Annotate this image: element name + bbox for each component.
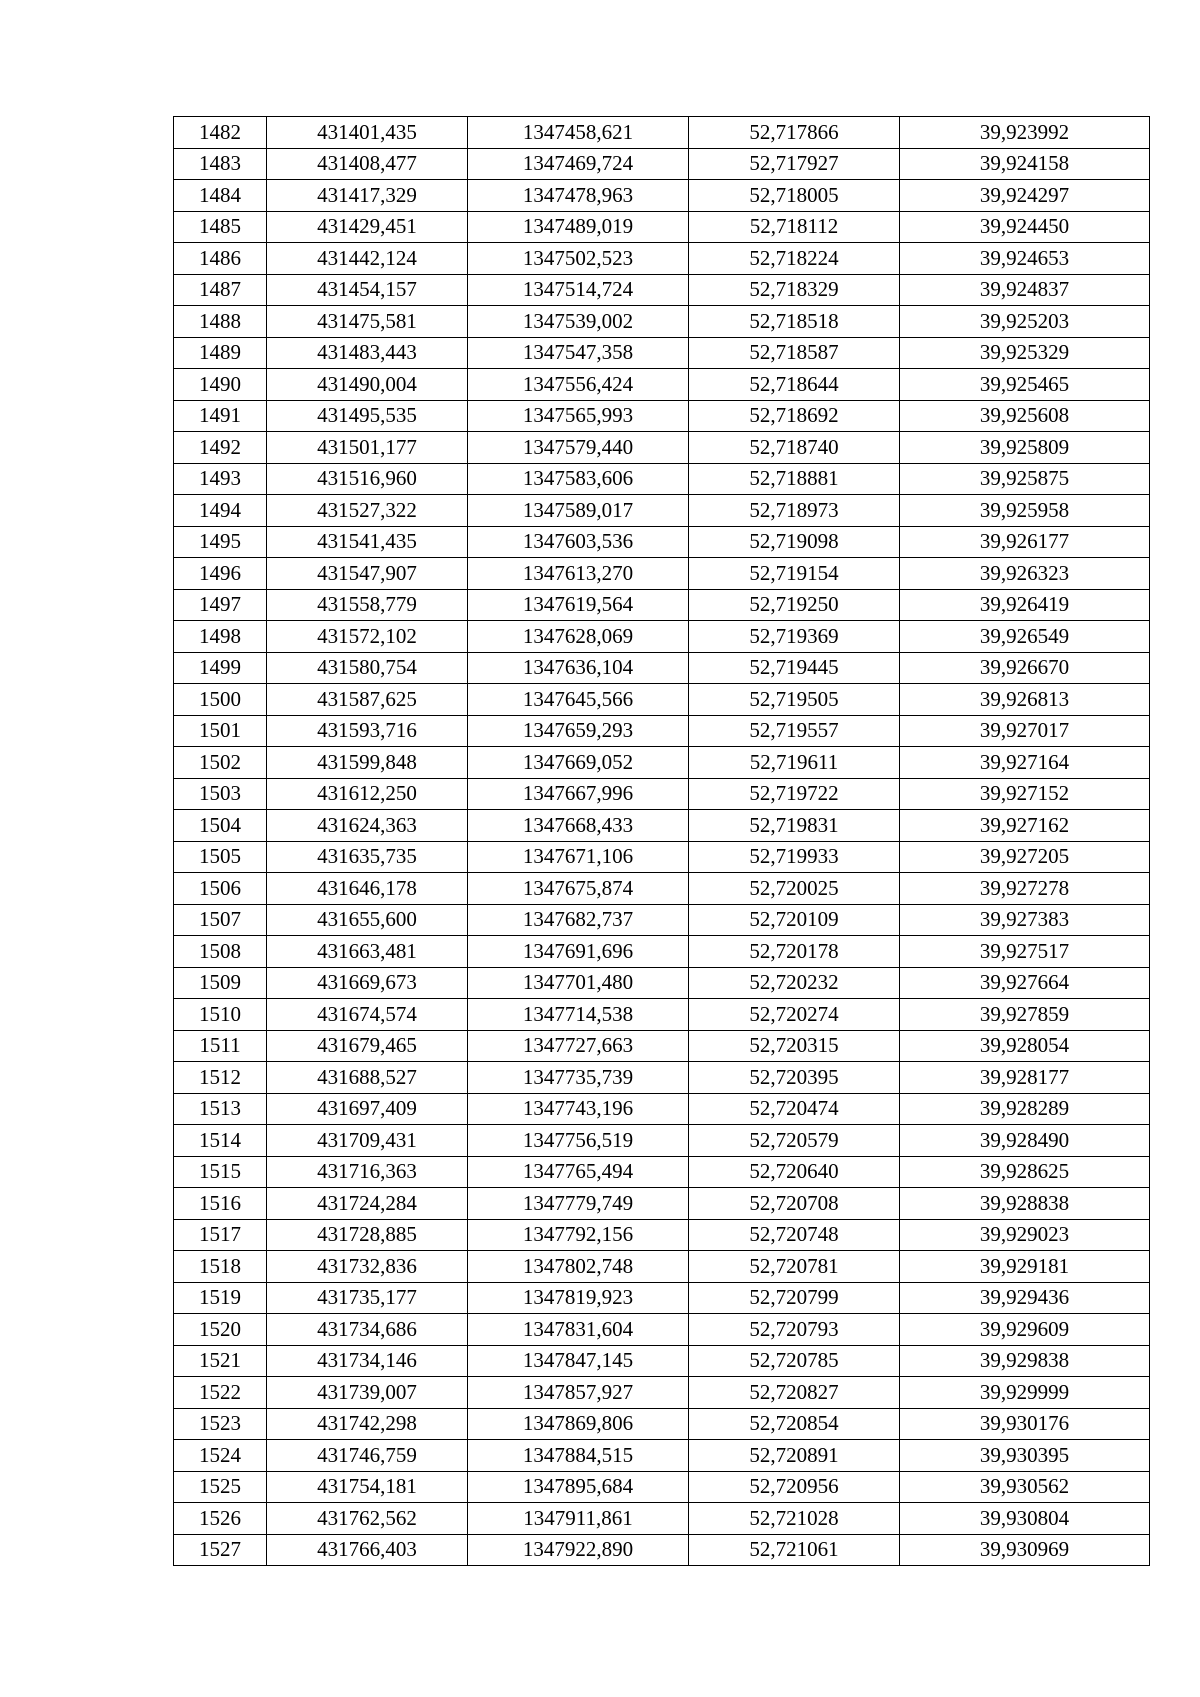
table-row xyxy=(174,1440,1150,1472)
longitude-cell: 39,924158 xyxy=(900,148,1150,180)
table-row xyxy=(174,1282,1150,1314)
point-number-cell: 1485 xyxy=(174,211,267,243)
longitude-cell: 39,927017 xyxy=(900,715,1150,747)
latitude-cell: 52,719098 xyxy=(689,526,900,558)
table-row xyxy=(174,274,1150,306)
table-row xyxy=(174,1345,1150,1377)
table-row xyxy=(174,1188,1150,1220)
x-coordinate-cell: 431669,673 xyxy=(267,967,468,999)
longitude-cell: 39,926323 xyxy=(900,558,1150,590)
longitude-cell: 39,927517 xyxy=(900,936,1150,968)
longitude-cell: 39,928838 xyxy=(900,1188,1150,1220)
x-coordinate-cell: 431408,477 xyxy=(267,148,468,180)
longitude-cell: 39,930395 xyxy=(900,1440,1150,1472)
point-number-cell: 1512 xyxy=(174,1062,267,1094)
latitude-cell: 52,720395 xyxy=(689,1062,900,1094)
latitude-cell: 52,718692 xyxy=(689,400,900,432)
table-row xyxy=(174,306,1150,338)
latitude-cell: 52,719831 xyxy=(689,810,900,842)
latitude-cell: 52,718518 xyxy=(689,306,900,338)
y-coordinate-cell: 1347682,737 xyxy=(468,904,689,936)
table-row xyxy=(174,873,1150,905)
point-number-cell: 1505 xyxy=(174,841,267,873)
y-coordinate-cell: 1347847,145 xyxy=(468,1345,689,1377)
table-row xyxy=(174,117,1150,149)
longitude-cell: 39,929023 xyxy=(900,1219,1150,1251)
y-coordinate-cell: 1347668,433 xyxy=(468,810,689,842)
y-coordinate-cell: 1347583,606 xyxy=(468,463,689,495)
latitude-cell: 52,718881 xyxy=(689,463,900,495)
coordinates-table-body xyxy=(174,117,1150,1566)
y-coordinate-cell: 1347765,494 xyxy=(468,1156,689,1188)
longitude-cell: 39,930969 xyxy=(900,1534,1150,1566)
y-coordinate-cell: 1347727,663 xyxy=(468,1030,689,1062)
x-coordinate-cell: 431742,298 xyxy=(267,1408,468,1440)
y-coordinate-cell: 1347514,724 xyxy=(468,274,689,306)
latitude-cell: 52,720178 xyxy=(689,936,900,968)
x-coordinate-cell: 431442,124 xyxy=(267,243,468,275)
x-coordinate-cell: 431739,007 xyxy=(267,1377,468,1409)
y-coordinate-cell: 1347671,106 xyxy=(468,841,689,873)
latitude-cell: 52,720956 xyxy=(689,1471,900,1503)
point-number-cell: 1494 xyxy=(174,495,267,527)
x-coordinate-cell: 431580,754 xyxy=(267,652,468,684)
y-coordinate-cell: 1347792,156 xyxy=(468,1219,689,1251)
x-coordinate-cell: 431454,157 xyxy=(267,274,468,306)
table-row xyxy=(174,621,1150,653)
latitude-cell: 52,720274 xyxy=(689,999,900,1031)
table-row xyxy=(174,1156,1150,1188)
x-coordinate-cell: 431547,907 xyxy=(267,558,468,590)
latitude-cell: 52,719933 xyxy=(689,841,900,873)
y-coordinate-cell: 1347701,480 xyxy=(468,967,689,999)
y-coordinate-cell: 1347779,749 xyxy=(468,1188,689,1220)
point-number-cell: 1522 xyxy=(174,1377,267,1409)
latitude-cell: 52,718740 xyxy=(689,432,900,464)
point-number-cell: 1499 xyxy=(174,652,267,684)
x-coordinate-cell: 431501,177 xyxy=(267,432,468,464)
x-coordinate-cell: 431728,885 xyxy=(267,1219,468,1251)
y-coordinate-cell: 1347613,270 xyxy=(468,558,689,590)
point-number-cell: 1521 xyxy=(174,1345,267,1377)
latitude-cell: 52,718224 xyxy=(689,243,900,275)
x-coordinate-cell: 431724,284 xyxy=(267,1188,468,1220)
x-coordinate-cell: 431572,102 xyxy=(267,621,468,653)
longitude-cell: 39,927162 xyxy=(900,810,1150,842)
x-coordinate-cell: 431495,535 xyxy=(267,400,468,432)
point-number-cell: 1517 xyxy=(174,1219,267,1251)
point-number-cell: 1484 xyxy=(174,180,267,212)
longitude-cell: 39,929999 xyxy=(900,1377,1150,1409)
table-row xyxy=(174,495,1150,527)
latitude-cell: 52,718329 xyxy=(689,274,900,306)
y-coordinate-cell: 1347603,536 xyxy=(468,526,689,558)
point-number-cell: 1486 xyxy=(174,243,267,275)
point-number-cell: 1524 xyxy=(174,1440,267,1472)
table-row xyxy=(174,1062,1150,1094)
y-coordinate-cell: 1347469,724 xyxy=(468,148,689,180)
latitude-cell: 52,719557 xyxy=(689,715,900,747)
point-number-cell: 1509 xyxy=(174,967,267,999)
latitude-cell: 52,720109 xyxy=(689,904,900,936)
x-coordinate-cell: 431516,960 xyxy=(267,463,468,495)
latitude-cell: 52,720793 xyxy=(689,1314,900,1346)
longitude-cell: 39,928177 xyxy=(900,1062,1150,1094)
longitude-cell: 39,927383 xyxy=(900,904,1150,936)
latitude-cell: 52,719611 xyxy=(689,747,900,779)
point-number-cell: 1520 xyxy=(174,1314,267,1346)
latitude-cell: 52,720799 xyxy=(689,1282,900,1314)
latitude-cell: 52,720891 xyxy=(689,1440,900,1472)
table-row xyxy=(174,1093,1150,1125)
longitude-cell: 39,926813 xyxy=(900,684,1150,716)
point-number-cell: 1497 xyxy=(174,589,267,621)
x-coordinate-cell: 431483,443 xyxy=(267,337,468,369)
x-coordinate-cell: 431624,363 xyxy=(267,810,468,842)
longitude-cell: 39,929436 xyxy=(900,1282,1150,1314)
x-coordinate-cell: 431766,403 xyxy=(267,1534,468,1566)
table-row xyxy=(174,589,1150,621)
x-coordinate-cell: 431735,177 xyxy=(267,1282,468,1314)
longitude-cell: 39,926419 xyxy=(900,589,1150,621)
point-number-cell: 1490 xyxy=(174,369,267,401)
latitude-cell: 52,720579 xyxy=(689,1125,900,1157)
point-number-cell: 1513 xyxy=(174,1093,267,1125)
latitude-cell: 52,720854 xyxy=(689,1408,900,1440)
y-coordinate-cell: 1347478,963 xyxy=(468,180,689,212)
y-coordinate-cell: 1347458,621 xyxy=(468,117,689,149)
point-number-cell: 1504 xyxy=(174,810,267,842)
point-number-cell: 1518 xyxy=(174,1251,267,1283)
point-number-cell: 1519 xyxy=(174,1282,267,1314)
x-coordinate-cell: 431734,146 xyxy=(267,1345,468,1377)
y-coordinate-cell: 1347645,566 xyxy=(468,684,689,716)
point-number-cell: 1516 xyxy=(174,1188,267,1220)
x-coordinate-cell: 431612,250 xyxy=(267,778,468,810)
y-coordinate-cell: 1347756,519 xyxy=(468,1125,689,1157)
y-coordinate-cell: 1347628,069 xyxy=(468,621,689,653)
latitude-cell: 52,720474 xyxy=(689,1093,900,1125)
point-number-cell: 1495 xyxy=(174,526,267,558)
x-coordinate-cell: 431732,836 xyxy=(267,1251,468,1283)
longitude-cell: 39,925608 xyxy=(900,400,1150,432)
longitude-cell: 39,926670 xyxy=(900,652,1150,684)
latitude-cell: 52,719722 xyxy=(689,778,900,810)
point-number-cell: 1503 xyxy=(174,778,267,810)
y-coordinate-cell: 1347691,696 xyxy=(468,936,689,968)
latitude-cell: 52,720640 xyxy=(689,1156,900,1188)
longitude-cell: 39,924653 xyxy=(900,243,1150,275)
latitude-cell: 52,718973 xyxy=(689,495,900,527)
longitude-cell: 39,930562 xyxy=(900,1471,1150,1503)
x-coordinate-cell: 431429,451 xyxy=(267,211,468,243)
x-coordinate-cell: 431679,465 xyxy=(267,1030,468,1062)
x-coordinate-cell: 431541,435 xyxy=(267,526,468,558)
point-number-cell: 1514 xyxy=(174,1125,267,1157)
longitude-cell: 39,929838 xyxy=(900,1345,1150,1377)
table-row xyxy=(174,715,1150,747)
x-coordinate-cell: 431754,181 xyxy=(267,1471,468,1503)
longitude-cell: 39,924297 xyxy=(900,180,1150,212)
x-coordinate-cell: 431663,481 xyxy=(267,936,468,968)
latitude-cell: 52,718112 xyxy=(689,211,900,243)
latitude-cell: 52,720025 xyxy=(689,873,900,905)
y-coordinate-cell: 1347667,996 xyxy=(468,778,689,810)
y-coordinate-cell: 1347547,358 xyxy=(468,337,689,369)
longitude-cell: 39,927152 xyxy=(900,778,1150,810)
table-row xyxy=(174,810,1150,842)
y-coordinate-cell: 1347619,564 xyxy=(468,589,689,621)
x-coordinate-cell: 431417,329 xyxy=(267,180,468,212)
point-number-cell: 1526 xyxy=(174,1503,267,1535)
x-coordinate-cell: 431490,004 xyxy=(267,369,468,401)
longitude-cell: 39,924450 xyxy=(900,211,1150,243)
longitude-cell: 39,925465 xyxy=(900,369,1150,401)
longitude-cell: 39,925809 xyxy=(900,432,1150,464)
x-coordinate-cell: 431475,581 xyxy=(267,306,468,338)
y-coordinate-cell: 1347565,993 xyxy=(468,400,689,432)
y-coordinate-cell: 1347869,806 xyxy=(468,1408,689,1440)
table-row xyxy=(174,148,1150,180)
x-coordinate-cell: 431635,735 xyxy=(267,841,468,873)
table-row xyxy=(174,652,1150,684)
y-coordinate-cell: 1347831,604 xyxy=(468,1314,689,1346)
x-coordinate-cell: 431709,431 xyxy=(267,1125,468,1157)
point-number-cell: 1507 xyxy=(174,904,267,936)
table-row xyxy=(174,211,1150,243)
point-number-cell: 1511 xyxy=(174,1030,267,1062)
y-coordinate-cell: 1347802,748 xyxy=(468,1251,689,1283)
coordinates-table xyxy=(173,116,1150,1566)
y-coordinate-cell: 1347502,523 xyxy=(468,243,689,275)
latitude-cell: 52,718005 xyxy=(689,180,900,212)
longitude-cell: 39,929609 xyxy=(900,1314,1150,1346)
point-number-cell: 1510 xyxy=(174,999,267,1031)
table-row xyxy=(174,463,1150,495)
longitude-cell: 39,926177 xyxy=(900,526,1150,558)
latitude-cell: 52,719505 xyxy=(689,684,900,716)
longitude-cell: 39,930804 xyxy=(900,1503,1150,1535)
latitude-cell: 52,720781 xyxy=(689,1251,900,1283)
longitude-cell: 39,927859 xyxy=(900,999,1150,1031)
table-row xyxy=(174,369,1150,401)
latitude-cell: 52,717927 xyxy=(689,148,900,180)
longitude-cell: 39,929181 xyxy=(900,1251,1150,1283)
point-number-cell: 1496 xyxy=(174,558,267,590)
y-coordinate-cell: 1347675,874 xyxy=(468,873,689,905)
longitude-cell: 39,927164 xyxy=(900,747,1150,779)
latitude-cell: 52,718587 xyxy=(689,337,900,369)
y-coordinate-cell: 1347659,293 xyxy=(468,715,689,747)
table-row xyxy=(174,747,1150,779)
x-coordinate-cell: 431734,686 xyxy=(267,1314,468,1346)
table-row xyxy=(174,243,1150,275)
x-coordinate-cell: 431655,600 xyxy=(267,904,468,936)
table-row xyxy=(174,400,1150,432)
latitude-cell: 52,720315 xyxy=(689,1030,900,1062)
y-coordinate-cell: 1347669,052 xyxy=(468,747,689,779)
point-number-cell: 1493 xyxy=(174,463,267,495)
table-row xyxy=(174,1030,1150,1062)
point-number-cell: 1498 xyxy=(174,621,267,653)
y-coordinate-cell: 1347589,017 xyxy=(468,495,689,527)
point-number-cell: 1515 xyxy=(174,1156,267,1188)
latitude-cell: 52,720748 xyxy=(689,1219,900,1251)
latitude-cell: 52,720232 xyxy=(689,967,900,999)
x-coordinate-cell: 431587,625 xyxy=(267,684,468,716)
y-coordinate-cell: 1347556,424 xyxy=(468,369,689,401)
longitude-cell: 39,928625 xyxy=(900,1156,1150,1188)
point-number-cell: 1527 xyxy=(174,1534,267,1566)
table-row xyxy=(174,1503,1150,1535)
latitude-cell: 52,720785 xyxy=(689,1345,900,1377)
table-row xyxy=(174,999,1150,1031)
table-row xyxy=(174,904,1150,936)
longitude-cell: 39,923992 xyxy=(900,117,1150,149)
point-number-cell: 1525 xyxy=(174,1471,267,1503)
latitude-cell: 52,718644 xyxy=(689,369,900,401)
latitude-cell: 52,719154 xyxy=(689,558,900,590)
point-number-cell: 1500 xyxy=(174,684,267,716)
longitude-cell: 39,930176 xyxy=(900,1408,1150,1440)
y-coordinate-cell: 1347857,927 xyxy=(468,1377,689,1409)
y-coordinate-cell: 1347895,684 xyxy=(468,1471,689,1503)
table-row xyxy=(174,684,1150,716)
latitude-cell: 52,719445 xyxy=(689,652,900,684)
latitude-cell: 52,719250 xyxy=(689,589,900,621)
longitude-cell: 39,926549 xyxy=(900,621,1150,653)
point-number-cell: 1491 xyxy=(174,400,267,432)
latitude-cell: 52,717866 xyxy=(689,117,900,149)
longitude-cell: 39,927205 xyxy=(900,841,1150,873)
table-row xyxy=(174,1251,1150,1283)
longitude-cell: 39,924837 xyxy=(900,274,1150,306)
latitude-cell: 52,721028 xyxy=(689,1503,900,1535)
table-row xyxy=(174,936,1150,968)
table-row xyxy=(174,180,1150,212)
y-coordinate-cell: 1347819,923 xyxy=(468,1282,689,1314)
table-row xyxy=(174,526,1150,558)
longitude-cell: 39,925329 xyxy=(900,337,1150,369)
longitude-cell: 39,928054 xyxy=(900,1030,1150,1062)
point-number-cell: 1508 xyxy=(174,936,267,968)
x-coordinate-cell: 431688,527 xyxy=(267,1062,468,1094)
latitude-cell: 52,721061 xyxy=(689,1534,900,1566)
longitude-cell: 39,925875 xyxy=(900,463,1150,495)
point-number-cell: 1523 xyxy=(174,1408,267,1440)
table-row xyxy=(174,1314,1150,1346)
longitude-cell: 39,927278 xyxy=(900,873,1150,905)
latitude-cell: 52,720708 xyxy=(689,1188,900,1220)
x-coordinate-cell: 431674,574 xyxy=(267,999,468,1031)
latitude-cell: 52,719369 xyxy=(689,621,900,653)
longitude-cell: 39,925958 xyxy=(900,495,1150,527)
point-number-cell: 1502 xyxy=(174,747,267,779)
y-coordinate-cell: 1347636,104 xyxy=(468,652,689,684)
y-coordinate-cell: 1347884,515 xyxy=(468,1440,689,1472)
table-row xyxy=(174,1125,1150,1157)
point-number-cell: 1506 xyxy=(174,873,267,905)
x-coordinate-cell: 431746,759 xyxy=(267,1440,468,1472)
point-number-cell: 1501 xyxy=(174,715,267,747)
latitude-cell: 52,720827 xyxy=(689,1377,900,1409)
x-coordinate-cell: 431762,562 xyxy=(267,1503,468,1535)
x-coordinate-cell: 431599,848 xyxy=(267,747,468,779)
point-number-cell: 1482 xyxy=(174,117,267,149)
point-number-cell: 1483 xyxy=(174,148,267,180)
x-coordinate-cell: 431558,779 xyxy=(267,589,468,621)
x-coordinate-cell: 431401,435 xyxy=(267,117,468,149)
x-coordinate-cell: 431527,322 xyxy=(267,495,468,527)
x-coordinate-cell: 431646,178 xyxy=(267,873,468,905)
table-row xyxy=(174,1219,1150,1251)
point-number-cell: 1488 xyxy=(174,306,267,338)
y-coordinate-cell: 1347743,196 xyxy=(468,1093,689,1125)
table-row xyxy=(174,1408,1150,1440)
longitude-cell: 39,928490 xyxy=(900,1125,1150,1157)
longitude-cell: 39,928289 xyxy=(900,1093,1150,1125)
table-row xyxy=(174,967,1150,999)
point-number-cell: 1489 xyxy=(174,337,267,369)
table-row xyxy=(174,1377,1150,1409)
longitude-cell: 39,925203 xyxy=(900,306,1150,338)
x-coordinate-cell: 431716,363 xyxy=(267,1156,468,1188)
table-row xyxy=(174,432,1150,464)
longitude-cell: 39,927664 xyxy=(900,967,1150,999)
y-coordinate-cell: 1347489,019 xyxy=(468,211,689,243)
table-row xyxy=(174,778,1150,810)
table-row xyxy=(174,1534,1150,1566)
y-coordinate-cell: 1347911,861 xyxy=(468,1503,689,1535)
table-row xyxy=(174,558,1150,590)
y-coordinate-cell: 1347735,739 xyxy=(468,1062,689,1094)
x-coordinate-cell: 431593,716 xyxy=(267,715,468,747)
y-coordinate-cell: 1347922,890 xyxy=(468,1534,689,1566)
y-coordinate-cell: 1347579,440 xyxy=(468,432,689,464)
table-row xyxy=(174,841,1150,873)
point-number-cell: 1492 xyxy=(174,432,267,464)
table-row xyxy=(174,1471,1150,1503)
point-number-cell: 1487 xyxy=(174,274,267,306)
table-row xyxy=(174,337,1150,369)
y-coordinate-cell: 1347539,002 xyxy=(468,306,689,338)
x-coordinate-cell: 431697,409 xyxy=(267,1093,468,1125)
y-coordinate-cell: 1347714,538 xyxy=(468,999,689,1031)
